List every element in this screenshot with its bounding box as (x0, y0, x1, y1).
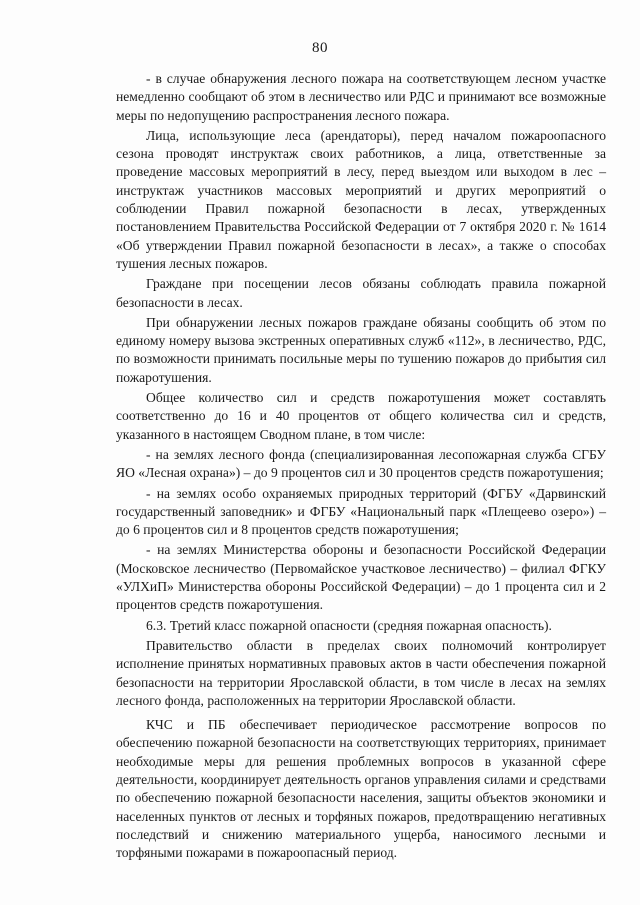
section-heading: 6.3. Третий класс пожарной опасности (средняя пожарная опасность). (146, 617, 552, 633)
list-item: - на землях лесного фонда (специализированная лесопожарная служба СГБУ ЯО «Лесная охрана») – до 9 процентов сил и 30 процентов средств пожаротушения; (116, 446, 606, 481)
paragraph: - в случае обнаружения лесного пожара на соответствующем лесном участке немедленно сообщают об этом в лесничество или РДС и принимают все возможные меры по недопущению распространения лесного пожара. (116, 71, 606, 123)
list-item: - на землях Министерства обороны и безопасности Российской Федерации (Московское лесничество (Первомайское участковое лесничество) – филиал ФГКУ «УЛХиП» Министерства обороны Российской Федерации) – до 1 процента сил и 2 процентов средств пожаротушения. (116, 542, 606, 613)
page-number: 80 (312, 40, 328, 56)
paragraph: Граждане при посещении лесов обязаны соблюдать правила пожарной безопасности в лесах. (116, 276, 606, 310)
paragraph: Лица, использующие леса (арендаторы), перед началом пожароопасного сезона проводят инструктаж своих работников, а лица, ответственные за проведение массовых мероприятий в лесу, перед выездом или выходом в лес – инструктаж участников массовых мероприятий и других мероприятий о соблюдении Правил пожарной безопасности в лесах, утвержденных постановлением Правительства Российской Федерации от 7 октября 2020 г. № 1614 «Об утверждении Правил пожарной безопасности в лесах», а также о способах тушения лесных пожаров. (116, 127, 606, 271)
list-item: - на землях особо охраняемых природных территорий (ФГБУ «Дарвинский государственный заповедник» и ФГБУ «Национальный парк «Плещеево озеро») – до 6 процентов сил и 8 процентов средств пожаротушения; (116, 485, 606, 538)
paragraph: Общее количество сил и средств пожаротушения может составлять соответственно до 16 и 40 процентов от общего количества сил и средств, указанного в настоящем Сводном плане, в том числе: (116, 390, 606, 442)
paragraph: КЧС и ПБ обеспечивает периодическое рассмотрение вопросов по обеспечению пожарной безопасности на соответствующих территориях, принимает необходимые меры для решения проблемных вопросов в указанной сфере деятельности, координирует деятельность органов управления силами и средствами по обеспечению пожарной безопасности населения, защиты объектов экономики и населенных пунктов от лесных и торфяных пожаров, предотвращению негативных последствий и снижению материального ущерба, наносимого лесными и торфяными пожарами в пожароопасный период. (116, 717, 606, 861)
paragraph: При обнаружении лесных пожаров граждане обязаны сообщить об этом по единому номеру вызова экстренных оперативных служб «112», в лесничество, РДС, по возможности принимать посильные меры по тушению пожаров до прибытия сил пожаротушения. (116, 314, 606, 385)
paragraph: Правительство области в пределах своих полномочий контролирует исполнение принятых нормативных правовых актов в части обеспечения пожарной безопасности на территории Ярославской области, в том числе в лесах на землях лесного фонда, расположенных на территории Ярославской области. (116, 637, 606, 708)
body-text (116, 70, 606, 862)
